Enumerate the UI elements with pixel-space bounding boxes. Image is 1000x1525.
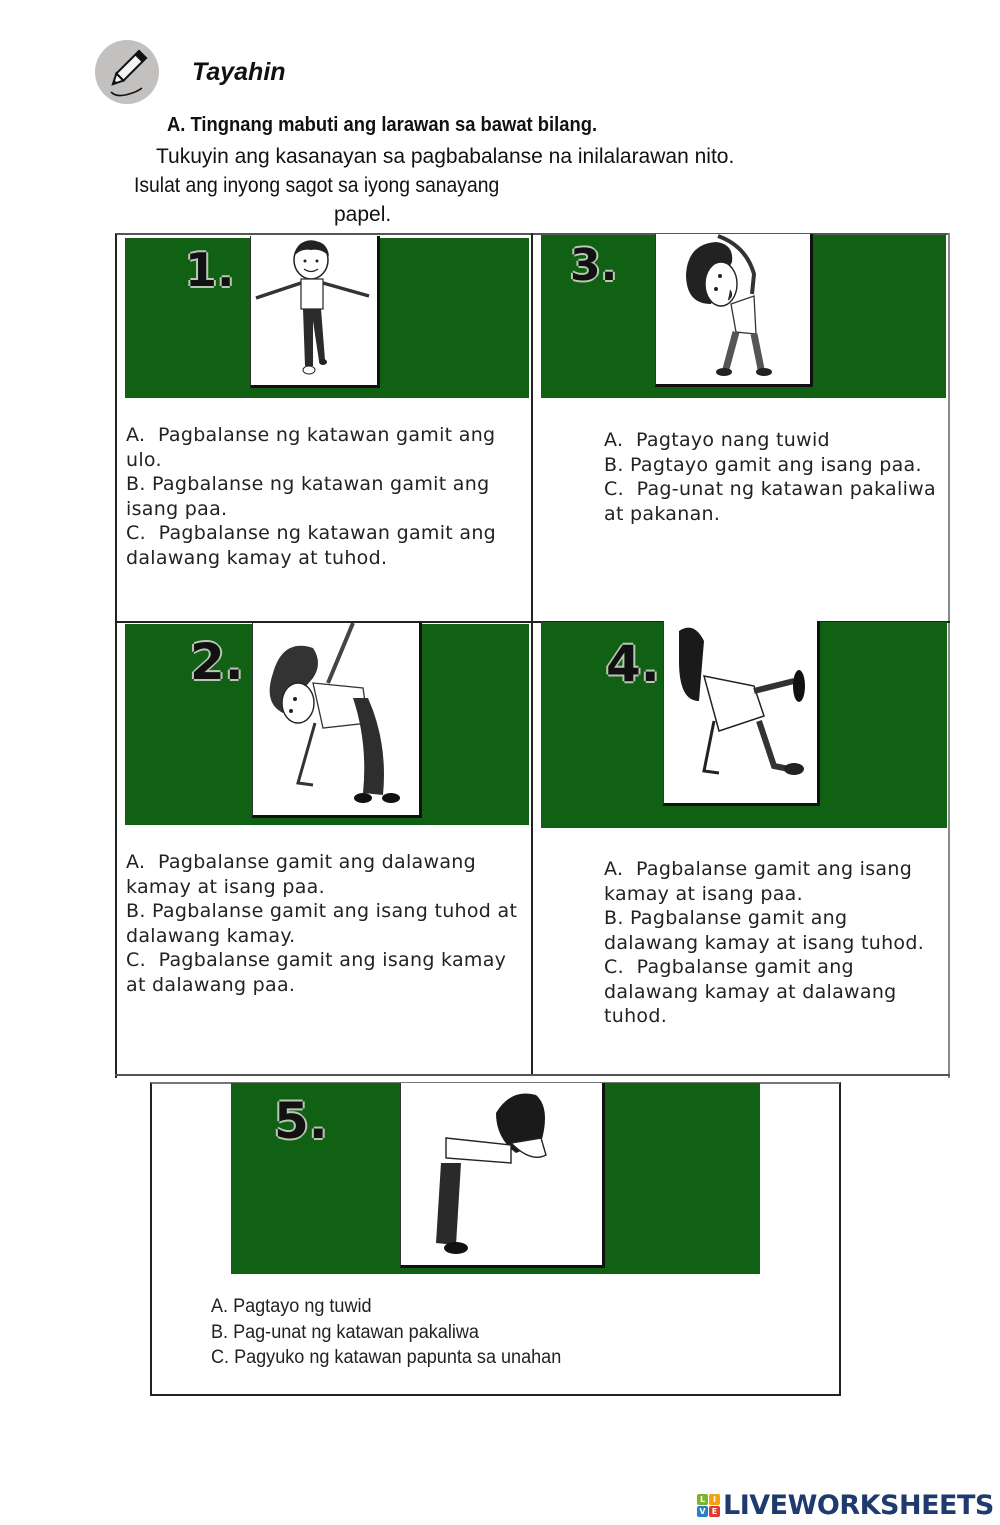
item-1-option-c[interactable]: C. Pagbalanse ng katawan gamit ang dalawang kamay at tuhod. (126, 522, 503, 569)
brand-name: LIVEWORKSHEETS (723, 1489, 994, 1521)
item-1-number: 1. (185, 243, 235, 297)
instruction-heading: A. Tingnang mabuti ang larawan sa bawat bilang. (167, 114, 598, 136)
boy-bending-forward-icon (401, 1083, 602, 1264)
instruction-line-3: papel. (334, 203, 392, 226)
grid-divider-vertical (531, 233, 533, 1076)
item-4-option-a[interactable]: A. Pagbalanse gamit ang isang kamay at isang paa. (604, 858, 919, 905)
item-3-picture (655, 234, 813, 387)
liveworksheets-logo-icon: L I V E (697, 1494, 720, 1517)
item-5-option-c[interactable]: C. Pagyuko ng katawan papunta sa unahan (211, 1347, 562, 1368)
liveworksheets-brand[interactable] (697, 1489, 994, 1521)
item-3-options (604, 428, 944, 526)
boy-stretching-sideways-icon (656, 234, 810, 383)
item-5-number: 5. (274, 1092, 328, 1150)
instruction-line-1: Tukuyin ang kasanayan sa pagbabalanse na inilalarawan nito. (156, 145, 735, 168)
item-5-option-b[interactable]: B. Pag-unat ng katawan pakaliwa (211, 1321, 479, 1343)
item-2-number: 2. (190, 633, 244, 691)
item-1-picture (250, 236, 380, 388)
item-4-option-c[interactable]: C. Pagbalanse gamit ang dalawang kamay at dalawang tuhod. (604, 956, 903, 1027)
boy-balancing-one-foot-icon (251, 236, 377, 384)
item-1-options (126, 423, 526, 570)
grid-border-bottom (115, 1074, 950, 1076)
item-5-option-a[interactable]: A. Pagtayo ng tuwid (211, 1296, 372, 1317)
item-3-number: 3. (570, 240, 618, 291)
item-1-option-b[interactable]: B. Pagbalanse ng katawan gamit ang isang paa. (126, 473, 496, 520)
instruction-line-2: Isulat ang inyong sagot sa iyong sanayang (134, 174, 500, 197)
item-4-option-b[interactable]: B. Pagbalanse gamit ang dalawang kamay at isang tuhod. (604, 907, 925, 954)
boy-balancing-hand-and-feet-icon (253, 623, 419, 814)
boy-hands-and-knee-icon (664, 621, 817, 802)
item-3-option-b[interactable]: B. Pagtayo gamit ang isang paa. (604, 453, 922, 476)
item-1-option-a[interactable]: A. Pagbalanse ng katawan gamit ang ulo. (126, 424, 502, 471)
pencil-icon (95, 40, 159, 104)
item-3-option-a[interactable]: A. Pagtayo nang tuwid (604, 429, 830, 451)
item-2-option-b[interactable]: B. Pagbalanse gamit ang isang tuhod at dalawang kamay. (126, 900, 524, 947)
section-title: Tayahin (192, 58, 286, 86)
item-5-options (211, 1294, 561, 1371)
item-3-option-c[interactable]: C. Pag-unat ng katawan pakaliwa at pakanan. (604, 478, 943, 525)
item-2-option-a[interactable]: A. Pagbalanse gamit ang dalawang kamay at isang paa. (126, 851, 483, 898)
item-2-picture (252, 623, 422, 818)
item-2-option-c[interactable]: C. Pagbalanse gamit ang isang kamay at dalawang paa. (126, 949, 513, 996)
item-4-picture (663, 621, 820, 806)
grid-border-right (948, 233, 950, 1078)
item-4-number: 4. (606, 635, 660, 693)
item-5-picture (400, 1083, 605, 1268)
item-2-options (126, 850, 526, 997)
item-4-options (604, 857, 944, 1029)
